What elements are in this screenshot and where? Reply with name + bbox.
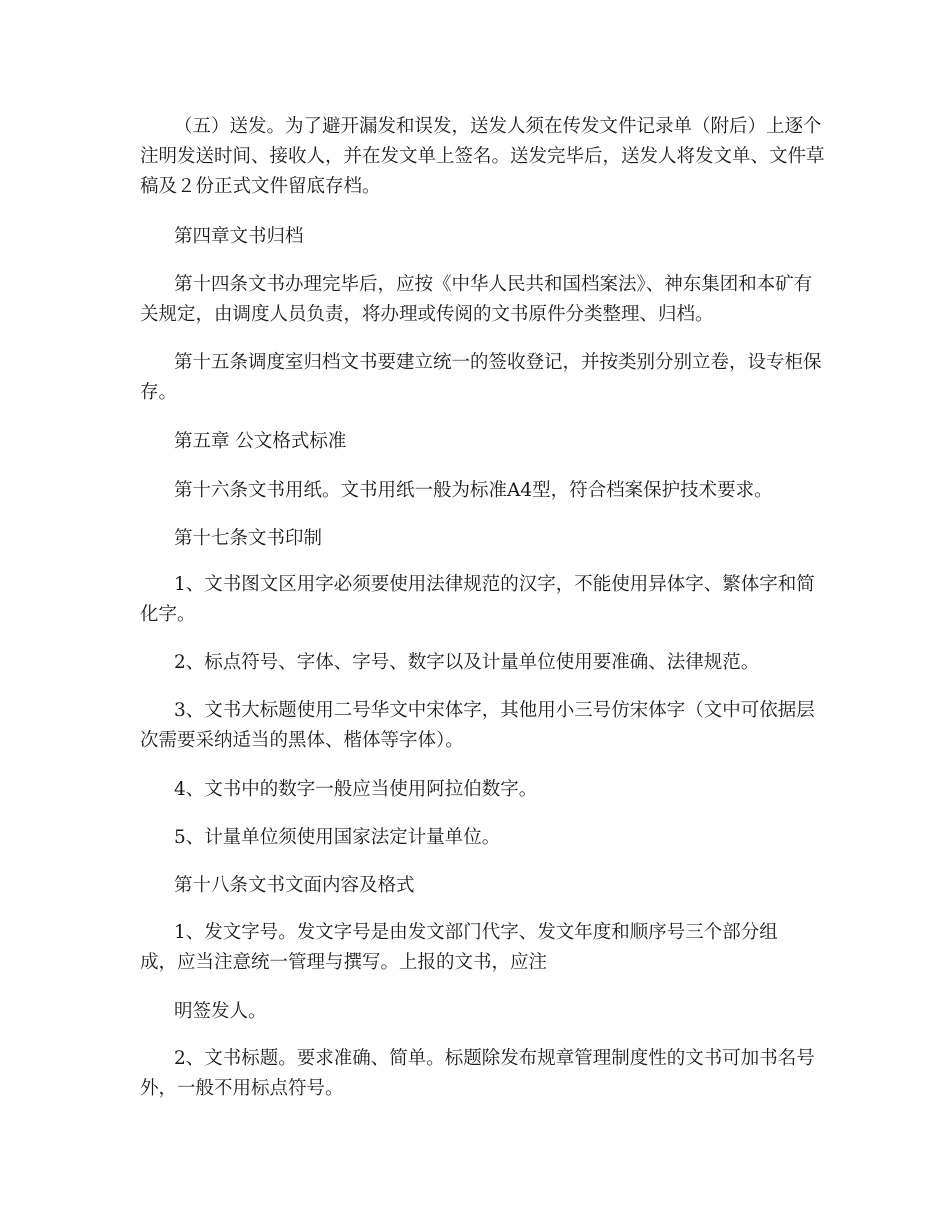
article-18-item-2: 2、文书标题。要求准确、简单。标题除发布规章管理制度性的文书可加书名号外，一般不用标点符号。 [140,1048,815,1099]
article-17-item-2: 2、标点符号、字体、字号、数字以及计量单位使用要准确、法律规范。 [174,652,760,673]
article-18-item-1: 1、发文字号。发文字号是由发文部门代字、发文年度和顺序号三个部分组成，应当注意统一管理与撰写。上报的文书，应注 [140,922,778,973]
article-17-item-1: 1、文书图文区用字必须要使用法律规范的汉字，不能使用异体字、繁体字和简化字。 [140,574,815,625]
article-18: 第十八条文书文面内容及格式 [174,875,415,896]
article-17-item-5: 5、计量单位须使用国家法定计量单位。 [174,827,501,848]
article-17-item-3: 3、文书大标题使用二号华文中宋体字，其他用小三号仿宋体字（文中可依据层次需要采纳适当的黑体、楷体等字体）。 [140,700,815,751]
article-16: 第十六条文书用纸。文书用纸一般为标准A4型，符合档案保护技术要求。 [174,480,773,501]
paragraph-dispatch: （五）送发。为了避开漏发和误发，送发人须在传发文件记录单（附后）上逐个注明发送时间、接收人，并在发文单上签名。送发完毕后，送发人将发文单、文件草稿及２份正式文件留底存档。 [140,116,825,197]
article-18-item-1-continued: 明签发人。 [174,1001,267,1022]
article-17: 第十七条文书印制 [174,528,323,549]
article-14: 第十四条文书办理完毕后，应按《中华人民共和国档案法》、神东集团和本矿有关规定，由调度人员负责，将办理或传阅的文书原件分类整理、归档。 [140,274,813,325]
chapter-5-heading: 第五章 公文格式标准 [174,431,347,452]
article-15: 第十五条调度室归档文书要建立统一的签收登记，并按类别分别立卷，设专柜保存。 [140,352,822,403]
article-17-item-4: 4、文书中的数字一般应当使用阿拉伯数字。 [174,779,538,800]
chapter-4-heading: 第四章文书归档 [174,226,304,247]
